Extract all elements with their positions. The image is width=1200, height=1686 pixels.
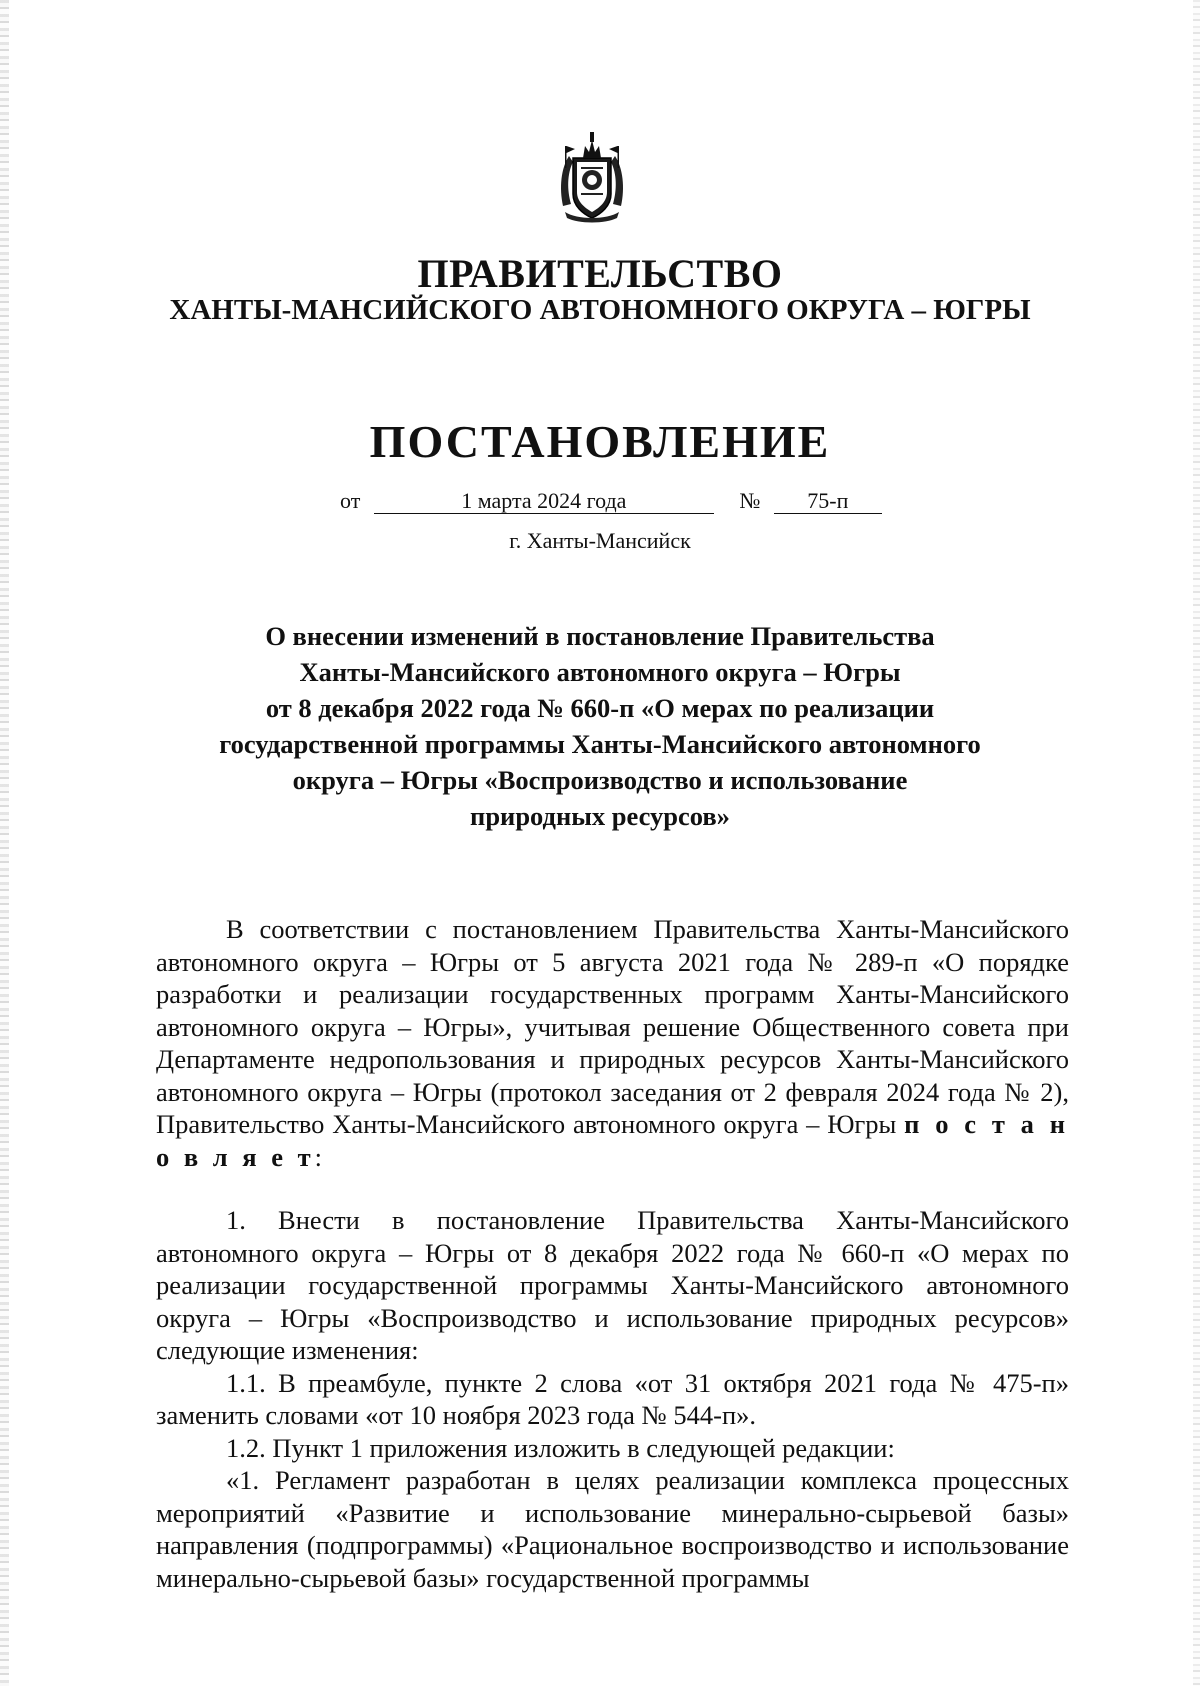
item-1-2: 1.2. Пункт 1 приложения изложить в следующей редакции: — [226, 1432, 895, 1463]
city: г. Ханты-Мансийск — [509, 528, 691, 553]
subject-line: от 8 декабря 2022 года № 660-п «О мерах по реализации — [265, 693, 935, 723]
subject-line: округа – Югры «Воспроизводство и использование — [292, 765, 908, 795]
subject-line: государственной программы Ханты-Мансийского автономного — [219, 729, 981, 759]
number-label: № — [739, 488, 761, 513]
preamble-paragraph — [156, 913, 1069, 1173]
resolves-word: п о с т а н о в л я е т — [156, 1109, 1069, 1172]
document-body — [156, 913, 1069, 1594]
preamble-text: В соответствии с постановлением Правительства Ханты-Мансийского автономного округа – Югры от 5 августа 2021 года № 289-п «О порядке разработки и реализации государственных программ Ханты-Мансийского автономного округа – Югры», учитывая решение Общественного совета при Департаменте недропользования и природных ресурсов Ханты-Мансийского автономного округа – Югры (протокол заседания от 2 февраля 2024 года № 2), Правительство Ханты-Мансийского автономного округа – Югры — [156, 914, 1069, 1139]
government-title: ПРАВИТЕЛЬСТВО — [417, 251, 783, 296]
item-1: 1. Внести в постановление Правительства Ханты-Мансийского автономного округа – Югры от 8 декабря 2022 года № 660-п «О мерах по реализации государственной программы Ханты-Мансийского автономного округа – Югры «Воспроизводство и использование природных ресурсов» следующие изменения: — [156, 1205, 1069, 1365]
from-label: от — [340, 488, 361, 513]
region-title: ХАНТЫ-МАНСИЙСКОГО АВТОНОМНОГО ОКРУГА – ЮГРЫ — [169, 294, 1031, 326]
subject-line: Ханты-Мансийского автономного округа – Югры — [299, 657, 901, 687]
subject-line: природных ресурсов» — [470, 801, 730, 831]
dateline — [340, 488, 882, 514]
document-number: 75-п — [774, 489, 882, 514]
subject-line: О внесении изменений в постановление Правительства — [265, 621, 935, 651]
item-1-1: 1.1. В преамбуле, пункте 2 слова «от 31 октября 2021 года № 475-п» заменить словами «от 10 ноября 2023 года № 544-п». — [156, 1367, 1069, 1430]
document-type-heading: ПОСТАНОВЛЕНИЕ — [369, 416, 831, 467]
document-date: 1 марта 2024 года — [374, 489, 714, 514]
quoted-item-1: «1. Регламент разработан в целях реализации комплекса процессных мероприятий «Развитие и использование минерально-сырьевой базы» направления (подпрограммы) «Рациональное воспроизводство и использование минерально-сырьевой базы» государственной программы — [156, 1465, 1069, 1593]
document-subject — [150, 618, 1050, 834]
resolves-colon: : — [314, 1141, 323, 1172]
coat-of-arms-emblem — [555, 128, 629, 224]
